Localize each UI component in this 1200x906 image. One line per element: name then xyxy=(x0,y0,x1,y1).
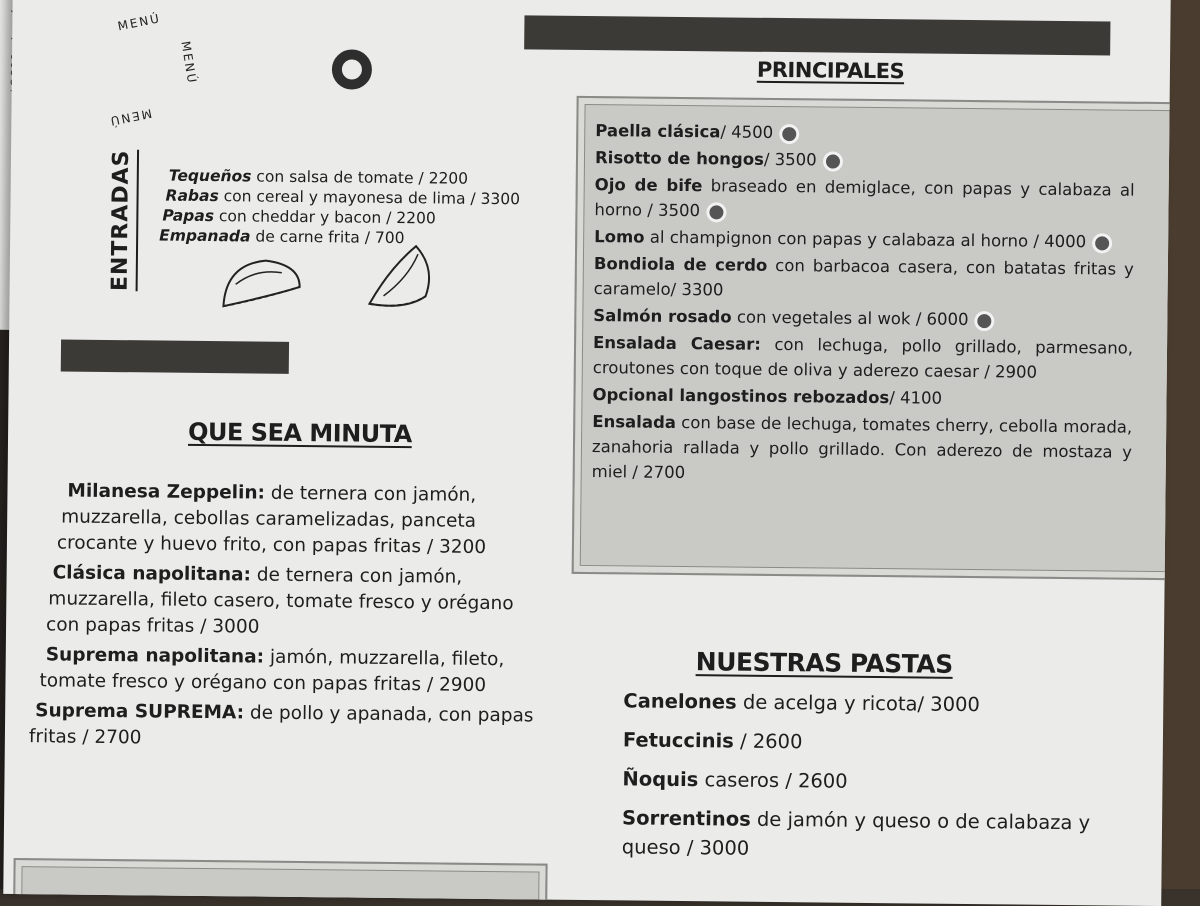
minuta-list xyxy=(28,478,578,760)
pastas-title: NUESTRAS PASTAS xyxy=(695,647,953,679)
menu-word-2: MENÚ xyxy=(178,40,200,86)
veggie-badge-icon xyxy=(974,311,994,331)
entrada-item-3: Empanada de carne frita / 700 xyxy=(159,226,405,248)
minuta-item-2: Suprema napolitana: jamón, muzzarella, fileto, tomate fresco y orégano con papas fritas / 2900 xyxy=(39,644,505,696)
pasta-item-1: Fetuccinis / 2600 xyxy=(622,728,803,754)
principales-list xyxy=(592,118,1136,492)
veggie-badge-icon xyxy=(779,123,799,143)
empanada-illustration-icon xyxy=(215,254,306,315)
minuta-title: QUE SEA MINUTA xyxy=(187,417,412,449)
entradas-title: ENTRADAS xyxy=(107,149,135,292)
principal-item-3: Lomo al champignon con papas y calabaza al horno / 4000 xyxy=(594,224,1134,255)
pasta-item-2: Ñoquis caseros / 2600 xyxy=(622,767,848,793)
principal-item-8: Ensalada con base de lechuga, tomates cherry, cebolla morada, zanahoria rallada y pollo grillado. Con aderezo de mostaza y miel / 2700 xyxy=(591,412,1133,483)
empanada-illustration-2-icon xyxy=(359,238,440,319)
pasta-item-3: Sorrentinos de jamón y queso o de calabaza y queso / 3000 xyxy=(621,806,1091,860)
veggie-badge-icon xyxy=(1092,233,1112,253)
menu-word-3: MENÚ xyxy=(107,106,154,129)
principal-item-0: Paella clásica/ 4500 xyxy=(595,118,1135,149)
principal-item-1: Risotto de hongos/ 3500 xyxy=(595,145,1135,176)
menu-word-1: MENÚ xyxy=(116,11,163,34)
minuta-item-1: Clásica napolitana: de ternera con jamón, muzzarella, fileto casero, tomate fresco y orégano con papas fritas / 3000 xyxy=(45,562,514,638)
entrada-item-0: Tequeños con salsa de tomate / 2200 xyxy=(168,166,469,188)
veggie-badge-icon xyxy=(706,202,726,222)
bottom-frame-edge xyxy=(13,858,548,906)
principal-item-6: Ensalada Caesar: con lechuga, pollo grillado, parmesano, croutones con toque de oliva y aderezo caesar / 2900 xyxy=(592,333,1134,382)
menu-circle-text xyxy=(106,11,217,136)
section-bar-left xyxy=(61,339,289,373)
menu-sheet xyxy=(3,0,1170,906)
principal-item-4: Bondiola de cerdo con barbacoa casera, con batatas fritas y caramelo/ 3300 xyxy=(593,254,1134,300)
entrada-item-1: Rabas con cereal y mayonesa de lima / 3300 xyxy=(165,186,521,209)
pasta-item-0: Canelones de acelga y ricota/ 3000 xyxy=(623,689,981,717)
minuta-item-3: Suprema SUPREMA: de pollo y apanada, con papas fritas / 2700 xyxy=(28,700,534,749)
principal-item-5: Salmón rosado con vegetales al wok / 6000 xyxy=(593,303,1133,334)
pastas-list xyxy=(622,686,1154,877)
principal-item-7: Opcional langostinos rebozados/ 4100 xyxy=(592,385,943,408)
principal-item-2: Ojo de bife braseado en demiglace, con papas y calabaza al horno / 3500 xyxy=(594,175,1135,221)
entrada-item-2: Papas con cheddar y bacon / 2200 xyxy=(162,206,436,228)
principales-title: PRINCIPALES xyxy=(756,57,905,84)
minuta-item-0: Milanesa Zeppelin: de ternera con jamón, muzzarella, cebollas caramelizadas, panceta crocante y huevo frito, con papas fritas / 3200 xyxy=(56,480,487,558)
veggie-badge-icon xyxy=(823,151,843,171)
ring-logo-icon xyxy=(332,49,372,89)
header-bar-right xyxy=(524,15,1110,55)
